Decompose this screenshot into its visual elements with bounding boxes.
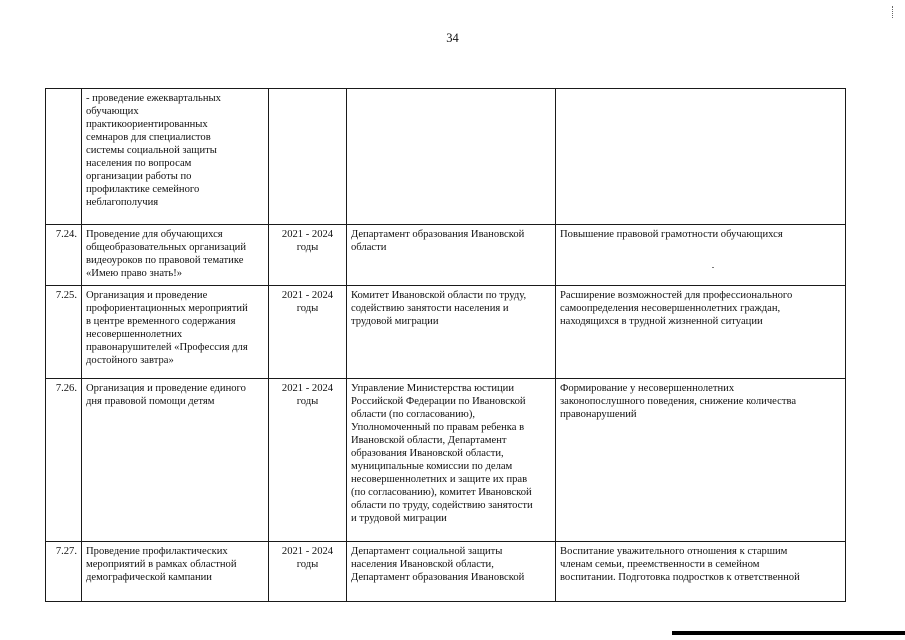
table-row [46,286,846,379]
row-number-cell: 7.27. [46,542,82,602]
years-cell: 2021 - 2024 годы [269,225,347,286]
event-cell: - проведение ежеквартальных обучающих практикоориентированных семнаров для специалистов системы социальной защиты населения по вопросам организации работы по профилактике семейного неблагополучия [82,89,269,225]
result-cell: Формирование у несовершеннолетних законопослушного поведения, снижение количества правонарушений [556,379,846,542]
table-row [46,379,846,542]
executor-cell: Комитет Ивановской области по труду, содействию занятости населения и трудовой миграции [347,286,556,379]
executor-cell: Управление Министерства юстиции Российской Федерации по Ивановской области (по согласованию), Уполномоченный по правам ребенка в Ивановской области, Департамент образования Ивановской области, муниципальные комиссии по делам несовершеннолетних и защите их прав (по согласованию), комитет Ивановской области по труду, содействию занятости и трудовой миграции [347,379,556,542]
executor-cell: Департамент социальной защиты населения Ивановской области, Департамент образования Ивановской [347,542,556,602]
result-cell [556,89,846,225]
executor-cell: Департамент образования Ивановской области [347,225,556,286]
table-row [46,225,846,286]
event-cell: Проведение профилактических мероприятий в рамках областной демографической кампании [82,542,269,602]
page-number: 34 [446,31,459,45]
table-row [46,89,846,225]
scan-speck [712,267,714,268]
years-cell: 2021 - 2024 годы [269,379,347,542]
event-cell: Проведение для обучающихся общеобразовательных организаций видеоуроков по правовой тематике «Имею право знать!» [82,225,269,286]
row-number-cell: 7.25. [46,286,82,379]
result-cell: Расширение возможностей для профессионального самоопределения несовершеннолетних граждан, находящихся в трудной жизненной ситуации [556,286,846,379]
scan-edge-line [672,631,905,635]
action-plan-table [45,88,846,602]
table-row [46,542,846,602]
row-number-cell [46,89,82,225]
years-cell: 2021 - 2024 годы [269,542,347,602]
scan-corner-mark [892,6,897,18]
row-number-cell: 7.24. [46,225,82,286]
row-number-cell: 7.26. [46,379,82,542]
event-cell: Организация и проведение профориентационных мероприятий в центре временного содержания несовершеннолетних правонарушителей «Профессия для достойного завтра» [82,286,269,379]
result-cell: Воспитание уважительного отношения к старшим членам семьи, преемственности в семейном воспитании. Подготовка подростков к ответственной [556,542,846,602]
years-cell: 2021 - 2024 годы [269,286,347,379]
executor-cell [347,89,556,225]
event-cell: Организация и проведение единого дня правовой помощи детям [82,379,269,542]
result-cell: Повышение правовой грамотности обучающихся [556,225,846,286]
years-cell [269,89,347,225]
